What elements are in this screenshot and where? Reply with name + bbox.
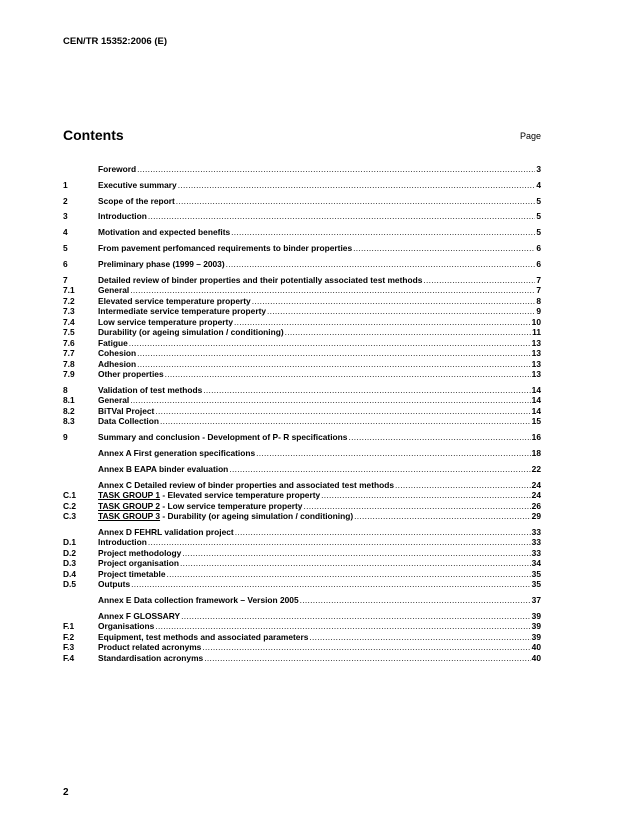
toc-entry-title: Intermediate service temperature property	[98, 306, 267, 317]
toc-leader-dots	[203, 385, 530, 396]
toc-entry-number: 7	[63, 274, 68, 285]
toc-entry-page: 3	[536, 164, 541, 174]
toc-entry[interactable]	[63, 527, 541, 538]
toc-entry-title: Adhesion	[98, 358, 137, 369]
toc-leader-dots	[130, 395, 530, 406]
toc-entry-title: Annex F GLOSSARY	[98, 610, 181, 621]
toc-leader-dots	[137, 359, 531, 370]
toc-leader-dots	[303, 501, 530, 512]
toc-entry-title	[98, 490, 320, 501]
toc-entry[interactable]	[63, 296, 541, 307]
toc-entry-title-text: - Durability (or ageing simulation / conditioning)	[160, 511, 354, 522]
toc-entry-page: 24	[531, 490, 541, 501]
toc-entry[interactable]	[63, 359, 541, 370]
toc-entry[interactable]	[63, 317, 541, 328]
toc-entry-page: 4	[536, 179, 541, 190]
toc-entry-number: C.2	[63, 500, 77, 511]
toc-entry-page: 5	[536, 195, 541, 206]
toc-entry-number: 7.3	[63, 306, 75, 317]
toc-entry[interactable]	[63, 395, 541, 406]
toc-leader-dots	[226, 259, 536, 270]
toc-leader-dots	[423, 275, 535, 286]
toc-entry-title: Standardisation acronyms	[98, 652, 204, 663]
toc-entry-title: Annex C Detailed review of binder properties and associated test methods	[98, 479, 394, 490]
toc-leader-dots	[285, 327, 531, 338]
toc-leader-dots	[309, 632, 530, 643]
toc-entry-page: 39	[531, 610, 541, 621]
toc-entry-title: Elevated service temperature property	[98, 295, 251, 306]
toc-leader-dots	[131, 579, 531, 590]
toc-leader-dots	[182, 548, 530, 559]
toc-leader-dots	[137, 164, 535, 175]
toc-entry-title	[98, 511, 353, 522]
toc-entry-number: F.1	[63, 621, 75, 632]
toc-entry-title: Annex D FEHRL validation project	[98, 526, 234, 537]
toc-leader-dots	[353, 243, 535, 254]
toc-entry[interactable]	[63, 285, 541, 296]
toc-entry-number: 9	[63, 432, 68, 443]
toc-entry-title: Data Collection	[98, 416, 159, 427]
toc-leader-dots	[137, 348, 531, 359]
toc-entry-title: Executive summary	[98, 179, 177, 190]
toc-entry[interactable]	[63, 369, 541, 380]
page-number: 2	[63, 787, 69, 798]
toc-entry-title-text: - Elevated service temperature property	[160, 490, 321, 501]
toc-entry-number: 2	[63, 195, 68, 206]
toc-entry[interactable]	[63, 243, 541, 254]
toc-entry-number: 8.2	[63, 405, 75, 416]
toc-entry[interactable]	[63, 490, 541, 501]
toc-entry[interactable]	[63, 227, 541, 238]
toc-entry-page: 15	[531, 416, 541, 427]
toc-entry-page: 13	[531, 358, 541, 369]
toc-leader-dots	[252, 296, 536, 307]
toc-entry-page: 6	[536, 258, 541, 269]
toc-entry[interactable]	[63, 259, 541, 270]
toc-entry[interactable]	[63, 306, 541, 317]
toc-entry-task-group: TASK GROUP 3	[98, 511, 161, 522]
toc-entry-title: Annex B EAPA binder evaluation	[98, 463, 229, 474]
toc-leader-dots	[256, 448, 531, 459]
toc-entry-title: Annex E Data collection framework – Version 2005	[98, 595, 299, 606]
toc-entry-page: 39	[531, 621, 541, 632]
toc-entry[interactable]	[63, 406, 541, 417]
toc-leader-dots	[348, 432, 530, 443]
toc-entry-number: D.3	[63, 558, 77, 569]
toc-entry-page: 29	[531, 511, 541, 522]
toc-leader-dots	[160, 416, 531, 427]
toc-entry-task-group: TASK GROUP 1	[98, 490, 161, 501]
toc-leader-dots	[178, 180, 536, 191]
toc-leader-dots	[181, 611, 531, 622]
toc-entry-number: D.4	[63, 568, 77, 579]
toc-leader-dots	[148, 211, 535, 222]
toc-entry-page: 5	[536, 211, 541, 222]
toc-entry-number: 7.6	[63, 337, 75, 348]
toc-leader-dots	[155, 621, 530, 632]
toc-entry-number: 6	[63, 258, 68, 269]
toc-entry-title: Low service temperature property	[98, 316, 233, 327]
document-id-header: CEN/TR 15352:2006 (E)	[63, 36, 168, 47]
toc-leader-dots	[167, 569, 531, 580]
toc-entry[interactable]	[63, 511, 541, 522]
toc-entry-title: Outputs	[98, 579, 131, 590]
toc-leader-dots	[300, 595, 531, 606]
toc-entry[interactable]	[63, 501, 541, 512]
toc-entry-page: 5	[536, 227, 541, 238]
toc-entry-title: Organisations	[98, 621, 155, 632]
toc-entry-title: Equipment, test methods and associated parameters	[98, 631, 309, 642]
toc-entry-page: 10	[531, 316, 541, 327]
toc-entry-page: 39	[531, 631, 541, 642]
toc-entry-page: 7	[536, 285, 541, 296]
toc-entry-page: 13	[531, 369, 541, 380]
toc-entry-title: Product related acronyms	[98, 642, 202, 653]
toc-entry[interactable]	[63, 211, 541, 222]
toc-entry[interactable]	[63, 558, 541, 569]
toc-entry-title: Validation of test methods	[98, 384, 203, 395]
toc-entry-number: 3	[63, 211, 68, 222]
toc-entry-number: D.1	[63, 537, 77, 548]
toc-leader-dots	[202, 642, 530, 653]
toc-leader-dots	[130, 285, 535, 296]
toc-entry-title: Other properties	[98, 369, 164, 380]
toc-entry-title: Introduction	[98, 537, 147, 548]
toc-entry-number: 8	[63, 384, 68, 395]
toc-entry-page: 35	[531, 579, 541, 590]
toc-entry-title: Detailed review of binder properties and their potentially associated test methods	[98, 274, 423, 285]
toc-entry-number: 4	[63, 227, 68, 238]
toc-entry[interactable]	[63, 196, 541, 207]
toc-entry-page: 14	[531, 395, 541, 406]
toc-entry[interactable]	[63, 432, 541, 443]
toc-entry-title: Durability (or ageing simulation / conditioning)	[98, 327, 284, 338]
toc-entry-page: 18	[531, 447, 541, 458]
toc-entry[interactable]	[63, 348, 541, 359]
toc-entry[interactable]	[63, 275, 541, 286]
toc-leader-dots	[229, 464, 530, 475]
toc-entry-page: 40	[531, 652, 541, 663]
toc-leader-dots	[235, 527, 531, 538]
toc-entry-title: Preliminary phase (1999 – 2003)	[98, 258, 225, 269]
table-of-contents	[63, 164, 541, 663]
toc-entry[interactable]	[63, 385, 541, 396]
toc-leader-dots	[176, 196, 536, 207]
toc-entry-number: 7.7	[63, 348, 75, 359]
toc-entry-page: 35	[531, 568, 541, 579]
toc-entry-number: D.5	[63, 579, 77, 590]
toc-entry-title: Introduction	[98, 211, 147, 222]
toc-entry-number: 7.2	[63, 295, 75, 306]
toc-entry-title: General	[98, 285, 130, 296]
toc-entry[interactable]	[63, 480, 541, 491]
toc-leader-dots	[204, 653, 530, 664]
toc-entry[interactable]	[63, 416, 541, 427]
toc-entry-page: 8	[536, 295, 541, 306]
toc-entry-page: 7	[536, 274, 541, 285]
toc-entry-title: Scope of the report	[98, 195, 175, 206]
toc-leader-dots	[155, 406, 530, 417]
toc-entry-title: Foreword	[98, 164, 137, 174]
toc-entry-page: 14	[531, 384, 541, 395]
toc-entry-page: 37	[531, 595, 541, 606]
toc-entry-title: Motivation and expected benefits	[98, 227, 231, 238]
toc-entry-page: 13	[531, 337, 541, 348]
toc-entry[interactable]	[63, 611, 541, 622]
toc-leader-dots	[180, 558, 531, 569]
toc-entry-page: 26	[531, 500, 541, 511]
toc-entry[interactable]	[63, 180, 541, 191]
toc-entry-title	[98, 501, 302, 512]
toc-entry-page: 9	[536, 306, 541, 317]
toc-entry-title: From pavement perfomanced requirements to binder properties	[98, 242, 353, 253]
page-column-label: Page	[519, 131, 541, 141]
toc-entry[interactable]	[63, 448, 541, 459]
toc-leader-dots	[267, 306, 535, 317]
toc-leader-dots	[395, 480, 531, 491]
toc-entry-number: 1	[63, 179, 68, 190]
toc-entry-number: 7.1	[63, 285, 75, 296]
toc-entry-page: 11	[532, 327, 541, 338]
toc-entry[interactable]	[63, 327, 541, 338]
toc-entry-number: 8.1	[63, 395, 75, 406]
toc-entry-page: 33	[531, 547, 541, 558]
toc-entry-number: 5	[63, 242, 68, 253]
toc-entry-page: 33	[531, 537, 541, 548]
toc-entry-page: 22	[531, 463, 541, 474]
toc-entry[interactable]	[63, 464, 541, 475]
toc-entry[interactable]	[63, 653, 541, 664]
toc-entry[interactable]	[63, 164, 541, 175]
toc-entry[interactable]	[63, 621, 541, 632]
toc-entry-page: 40	[531, 642, 541, 653]
toc-entry[interactable]	[63, 569, 541, 580]
toc-entry[interactable]	[63, 595, 541, 606]
toc-leader-dots	[129, 338, 531, 349]
toc-entry-number: C.1	[63, 490, 77, 501]
toc-entry-number: 8.3	[63, 416, 75, 427]
toc-entry[interactable]	[63, 632, 541, 643]
toc-entry-title: BiTVal Project	[98, 405, 155, 416]
toc-entry-number: F.3	[63, 642, 75, 653]
toc-entry-page: 24	[531, 479, 541, 490]
toc-leader-dots	[321, 490, 531, 501]
toc-entry-number: 7.4	[63, 316, 75, 327]
toc-entry[interactable]	[63, 548, 541, 559]
toc-entry-number: F.4	[63, 652, 75, 663]
toc-entry[interactable]	[63, 537, 541, 548]
toc-entry-task-group: TASK GROUP 2	[98, 500, 161, 511]
toc-leader-dots	[234, 317, 531, 328]
toc-entry-number: C.3	[63, 511, 77, 522]
toc-leader-dots	[354, 511, 531, 522]
toc-entry-title: Cohesion	[98, 348, 137, 359]
toc-entry-title: Fatigue	[98, 337, 128, 348]
toc-entry-title: Summary and conclusion - Development of P- R specifications	[98, 432, 348, 443]
toc-entry-page: 14	[531, 405, 541, 416]
toc-entry-page: 33	[531, 526, 541, 537]
toc-entry-title: Project timetable	[98, 568, 166, 579]
toc-entry-title: General	[98, 395, 130, 406]
toc-entry-number: 7.8	[63, 358, 75, 369]
contents-title: Contents	[63, 127, 124, 143]
toc-entry[interactable]	[63, 338, 541, 349]
toc-entry-page: 13	[531, 348, 541, 359]
toc-leader-dots	[148, 537, 531, 548]
toc-entry[interactable]	[63, 642, 541, 653]
toc-leader-dots	[165, 369, 531, 380]
toc-entry-page: 34	[531, 558, 541, 569]
toc-entry-page: 16	[531, 432, 541, 443]
toc-entry-number: D.2	[63, 547, 77, 558]
toc-entry-title: Project organisation	[98, 558, 179, 569]
toc-entry-page: 6	[536, 242, 541, 253]
toc-entry-title-text: - Low service temperature property	[160, 500, 303, 511]
toc-entry-number: 7.5	[63, 327, 75, 338]
toc-entry-number: 7.9	[63, 369, 75, 380]
toc-entry-number: F.2	[63, 631, 75, 642]
toc-entry-title: Project methodology	[98, 547, 182, 558]
toc-entry[interactable]	[63, 579, 541, 590]
toc-leader-dots	[231, 227, 535, 238]
toc-entry-title: Annex A First generation specifications	[98, 447, 256, 458]
